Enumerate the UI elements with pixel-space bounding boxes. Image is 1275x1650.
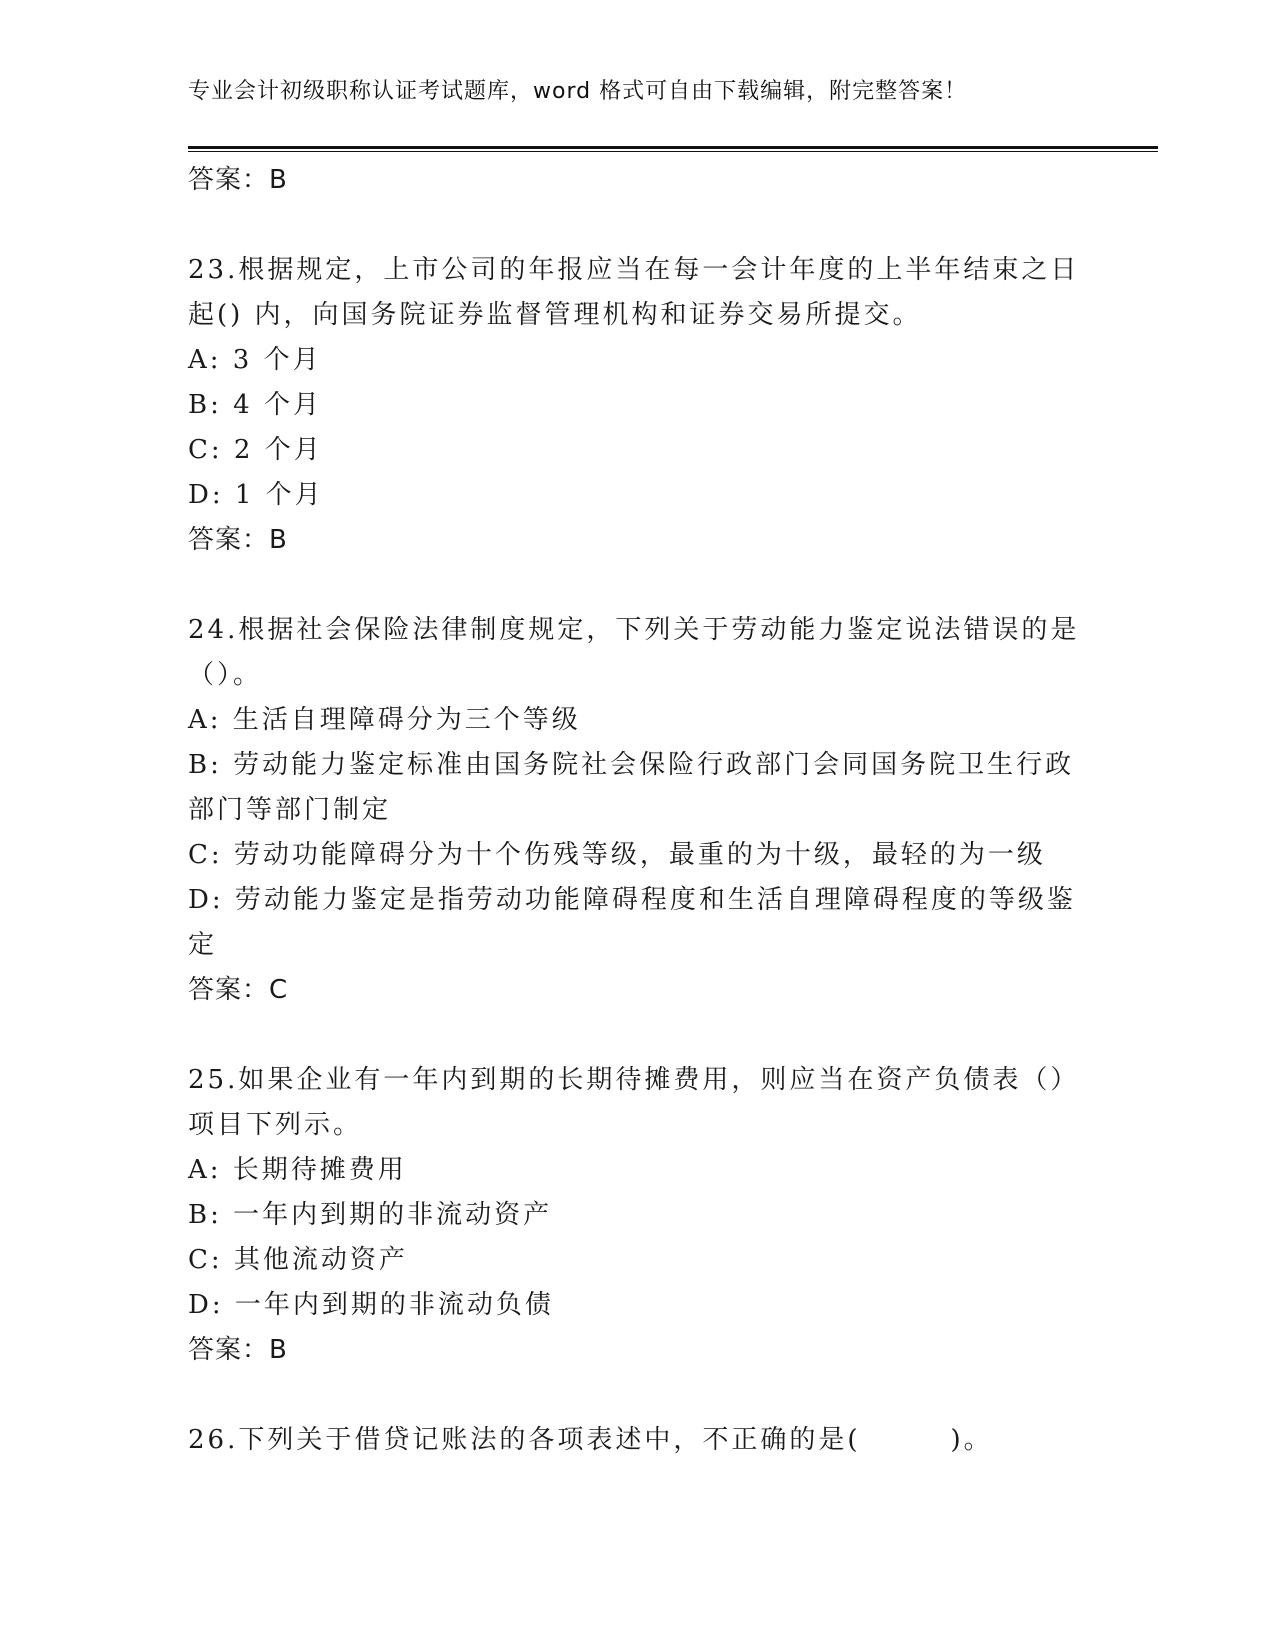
option-b: B: 一年内到期的非流动资产 (188, 1200, 553, 1230)
question-stem: 24.根据社会保险法律制度规定，下列关于劳动能力鉴定说法错误的是 (188, 615, 1080, 645)
option-a: A: 生活自理障碍分为三个等级 (188, 705, 581, 735)
question-stem: 项目下列示。 (188, 1110, 363, 1140)
question-stem: 25.如果企业有一年内到期的长期待摊费用，则应当在资产负债表（） (188, 1065, 1080, 1095)
question-stem: （）。 (188, 660, 263, 690)
answer-line: 答案：B (188, 525, 288, 555)
option-d: D: 劳动能力鉴定是指劳动功能障碍程度和生活自理障碍程度的等级鉴 (188, 885, 1076, 915)
answer-line: 答案：B (188, 1335, 288, 1365)
option-b: B: 劳动能力鉴定标准由国务院社会保险行政部门会同国务院卫生行政 (188, 750, 1075, 780)
option-c: C: 2 个月 (188, 435, 323, 465)
question-stem-prefix: 26.下列关于借贷记账法的各项表述中，不正确的是( (188, 1425, 861, 1455)
question-content (188, 158, 1088, 1463)
spacer (188, 203, 1088, 248)
question-stem-suffix: )。 (950, 1425, 993, 1455)
option-d: D: 一年内到期的非流动负债 (188, 1290, 554, 1320)
spacer (188, 1013, 1088, 1058)
option-b-continued: 部门等部门制定 (188, 795, 392, 825)
spacer (188, 1373, 1088, 1418)
answer-line: 答案：C (188, 975, 289, 1005)
option-c: C: 劳动功能障碍分为十个伤残等级，最重的为十级，最轻的为一级 (188, 840, 1046, 870)
header-divider-thin (188, 151, 1158, 152)
answer-line: 答案：B (188, 165, 288, 195)
option-d: D: 1 个月 (188, 480, 324, 510)
option-d-continued: 定 (188, 930, 218, 960)
spacer (188, 563, 1088, 608)
option-c: C: 其他流动资产 (188, 1245, 408, 1275)
option-b: B: 4 个月 (188, 390, 322, 420)
page-header: 专业会计初级职称认证考试题库，word 格式可自由下载编辑，附完整答案！ (188, 79, 968, 104)
header-divider-thick (188, 146, 1158, 149)
question-stem: 起() 内，向国务院证券监督管理机构和证券交易所提交。 (188, 300, 922, 330)
option-a: A: 长期待摊费用 (188, 1155, 407, 1185)
question-stem (188, 1418, 1088, 1463)
option-a: A: 3 个月 (188, 345, 322, 375)
question-stem: 23.根据规定，上市公司的年报应当在每一会计年度的上半年结束之日 (188, 255, 1080, 285)
